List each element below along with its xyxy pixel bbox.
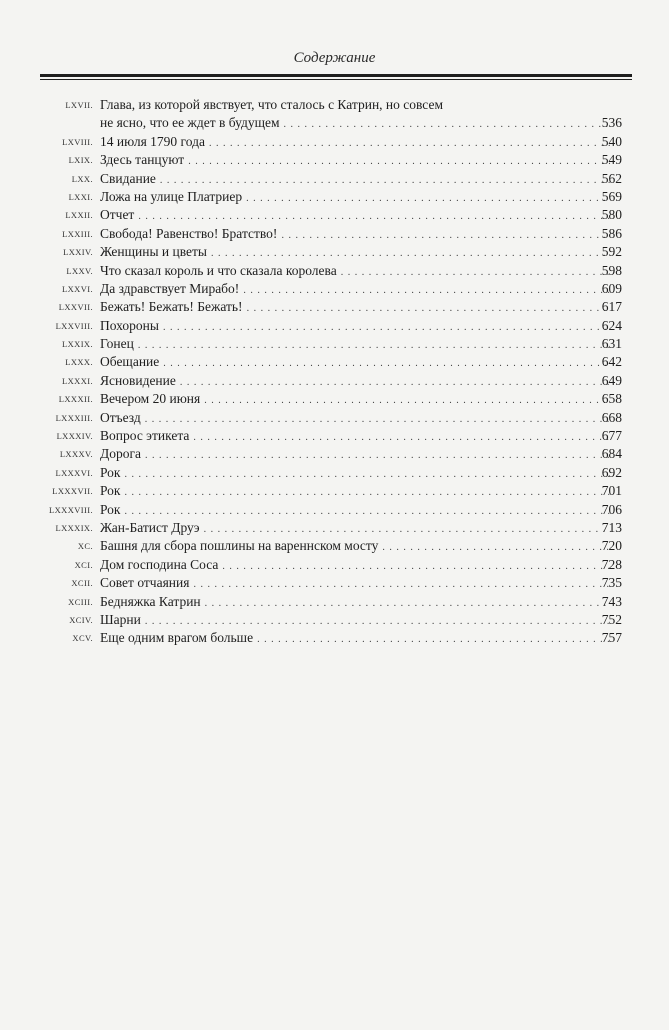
- chapter-title: Глава, из которой явствует, что сталось с Катрин, но совсем: [100, 97, 443, 112]
- page-number: 617: [601, 299, 622, 315]
- chapter-title: Ложа на улице Платриер: [100, 188, 243, 204]
- toc-entry: [0, 445, 669, 463]
- page-number: 752: [601, 611, 622, 627]
- chapter-title: Отъезд: [100, 409, 141, 425]
- chapter-title: Да здравствует Мирабо!: [100, 280, 240, 296]
- page-number: 586: [601, 225, 622, 241]
- toc-entry: [0, 574, 669, 592]
- toc-entry: [0, 243, 669, 261]
- chapter-title: Вопрос этикета: [100, 428, 190, 444]
- page-number: 701: [601, 483, 622, 499]
- chapter-number: LXXVI.: [62, 283, 93, 294]
- toc-entry: [0, 629, 669, 647]
- toc-entry: [0, 372, 669, 390]
- chapter-title: 14 июля 1790 года: [100, 133, 205, 149]
- chapter-number: LXXXI.: [62, 375, 93, 386]
- chapter-number: LXXXIX.: [55, 523, 93, 533]
- page-number: 624: [601, 317, 622, 333]
- page-number: 757: [601, 630, 622, 646]
- chapter-number: LXXII.: [65, 210, 93, 221]
- chapter-title: Ясновидение: [100, 372, 176, 388]
- page-number: 649: [601, 372, 622, 388]
- chapter-number: LXXV.: [66, 265, 93, 276]
- chapter-number: XCV.: [72, 633, 93, 644]
- chapter-title: Похороны: [100, 317, 159, 333]
- page-number: 658: [601, 391, 622, 407]
- chapter-title: Рок: [100, 464, 121, 480]
- toc-entry: [0, 556, 669, 574]
- page-number: 631: [601, 336, 622, 352]
- chapter-title: Еще одним врагом больше: [100, 630, 254, 646]
- toc-entry: [0, 133, 669, 151]
- chapter-title: Жан-Батист Друэ: [100, 520, 200, 535]
- toc-entry: [0, 409, 669, 427]
- chapter-title-continued: не ясно, что ее ждет в будущем: [100, 115, 280, 131]
- chapter-title: Дом господина Соса: [100, 556, 219, 572]
- chapter-number: LXXIX.: [62, 339, 93, 350]
- toc-entry: [0, 280, 669, 298]
- chapter-title: Вечером 20 июня: [100, 391, 201, 407]
- chapter-title: Башня для сбора пошлины на вареннском мосту: [100, 538, 379, 554]
- chapter-number: XCIII.: [68, 596, 93, 607]
- page-number: 720: [601, 538, 622, 554]
- chapter-number: LXXX.: [65, 357, 93, 368]
- page-number: 540: [601, 133, 622, 149]
- chapter-number: LXXXIII.: [55, 412, 93, 423]
- toc-entry: [0, 96, 669, 133]
- chapter-number: LXXIII.: [62, 228, 93, 239]
- chapter-title: Женщины и цветы: [100, 244, 207, 260]
- chapter-title: Гонец: [100, 336, 134, 352]
- chapter-title: Рок: [100, 501, 121, 517]
- chapter-number: LXXXII.: [58, 394, 93, 405]
- chapter-number: XCIV.: [69, 614, 93, 625]
- running-header: Содержание: [293, 50, 376, 66]
- chapter-title: Рок: [100, 483, 121, 499]
- page-number: 569: [601, 188, 622, 204]
- dot-leader: [257, 631, 611, 649]
- page-number: 609: [601, 280, 622, 296]
- toc-entry: [0, 501, 669, 519]
- chapter-title: Дорога: [100, 446, 141, 462]
- toc-entry: [0, 537, 669, 555]
- toc-entry: [0, 593, 669, 611]
- chapter-number: LXXIV.: [63, 247, 93, 258]
- page-number: 592: [601, 244, 622, 260]
- page-number: 677: [601, 428, 622, 444]
- page-number: 735: [601, 575, 622, 591]
- chapter-title: Бежать! Бежать! Бежать!: [100, 299, 243, 315]
- chapter-number: LXXXVII.: [52, 486, 93, 497]
- chapter-title: Свидание: [100, 170, 156, 186]
- chapter-number: LXVII.: [65, 100, 93, 110]
- toc-entry: [0, 317, 669, 335]
- page-number: 728: [601, 556, 622, 572]
- chapter-number: LXXXVIII.: [49, 504, 93, 515]
- chapter-number: LXXI.: [68, 191, 93, 202]
- toc-entry: [0, 427, 669, 445]
- chapter-number: LXVIII.: [62, 136, 93, 147]
- toc-entry: [0, 335, 669, 353]
- page-number: 580: [601, 207, 622, 223]
- toc-entry: [0, 390, 669, 408]
- toc-entry: [0, 482, 669, 500]
- chapter-number: LXXXV.: [59, 449, 93, 460]
- toc-entry: [0, 206, 669, 224]
- page-number: 562: [601, 170, 622, 186]
- page-number: 713: [601, 520, 622, 535]
- page-number: 642: [601, 354, 622, 370]
- chapter-number: XCII.: [71, 578, 93, 589]
- chapter-title: Что сказал король и что сказала королева: [100, 262, 337, 278]
- header-rule-thin: [40, 79, 632, 80]
- chapter-title: Бедняжка Катрин: [100, 593, 201, 609]
- table-of-contents: [0, 96, 669, 648]
- page-number: 692: [601, 464, 622, 480]
- chapter-title: Шарни: [100, 611, 141, 627]
- chapter-title: Свобода! Равенство! Братство!: [100, 225, 278, 241]
- page-number: 684: [601, 446, 622, 462]
- page-number: 536: [601, 115, 622, 131]
- toc-entry: [0, 151, 669, 169]
- chapter-title: Здесь танцуют: [100, 152, 185, 168]
- toc-entry: [0, 262, 669, 280]
- toc-entry: [0, 353, 669, 371]
- toc-entry: [0, 225, 669, 243]
- chapter-title: Совет отчаяния: [100, 575, 190, 591]
- page-number: 743: [601, 593, 622, 609]
- toc-entry: [0, 188, 669, 206]
- chapter-number: LXXXVI.: [55, 467, 93, 478]
- toc-entry: [0, 464, 669, 482]
- page-number: 706: [601, 501, 622, 517]
- toc-entry: [0, 170, 669, 188]
- chapter-number: XC.: [77, 541, 93, 552]
- chapter-title: Обещание: [100, 354, 160, 370]
- chapter-number: LXXVII.: [58, 302, 93, 313]
- chapter-number: LXX.: [71, 173, 93, 184]
- toc-entry: [0, 519, 669, 537]
- chapter-title: Отчет: [100, 207, 135, 223]
- chapter-number: LXIX.: [68, 155, 93, 166]
- page-number: 549: [601, 152, 622, 168]
- chapter-number: XCI.: [74, 559, 93, 570]
- chapter-number: LXXVIII.: [55, 320, 93, 331]
- toc-entry: [0, 611, 669, 629]
- toc-entry: [0, 298, 669, 316]
- page-number: 598: [601, 262, 622, 278]
- page-number: 668: [601, 409, 622, 425]
- chapter-number: LXXXIV.: [56, 431, 93, 442]
- header-rule-thick: [40, 74, 632, 77]
